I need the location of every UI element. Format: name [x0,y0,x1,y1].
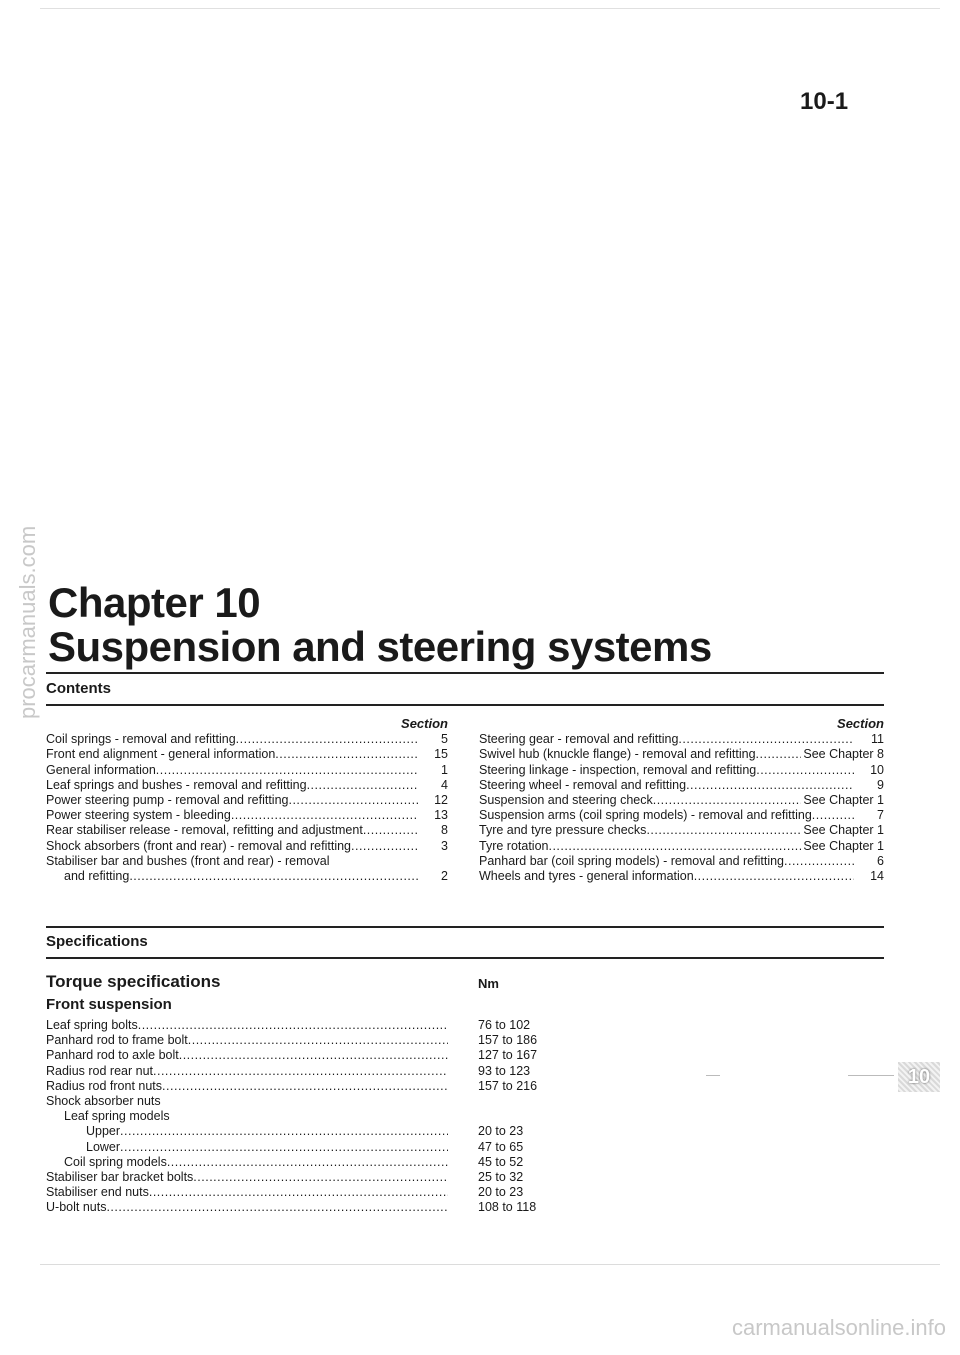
torque-unit: Nm [478,976,499,991]
toc-entry[interactable]: Power steering pump - removal and refitting ..... 12 [46,793,448,808]
spec-row: Lower ..... 47 to 65 [46,1140,606,1155]
toc-entry[interactable]: Tyre rotation ..... See Chapter 1 [479,839,884,854]
toc-entry[interactable]: Suspension arms (coil spring models) - removal and refitting ..... 7 [479,808,884,823]
toc-entry[interactable]: Coil springs - removal and refitting ..... 5 [46,732,448,747]
front-suspension-heading: Front suspension [46,996,172,1013]
spec-row: Stabiliser end nuts ..... 20 to 23 [46,1185,606,1200]
toc-entry[interactable]: Wheels and tyres - general information ..... 14 [479,869,884,884]
toc-entry[interactable]: Swivel hub (knuckle flange) - removal and refitting ..... See Chapter 8 [479,747,884,762]
toc-entry[interactable]: General information ..... 1 [46,763,448,778]
chapter-subtitle: Suspension and steering systems [48,623,712,670]
contents-heading: Contents [46,680,111,697]
toc-entry[interactable]: Shock absorbers (front and rear) - removal and refitting ..... 3 [46,839,448,854]
chapter-title: Chapter 10 [48,579,261,626]
torque-spec-list [46,1018,606,1216]
watermark-bottom: carmanualsonline.info [731,1315,946,1340]
specifications-top-rule [46,926,884,928]
spec-row: Panhard rod to axle bolt ..... 127 to 167 [46,1048,606,1063]
contents-rule [46,704,884,706]
spec-row: Leaf spring bolts ..... 76 to 102 [46,1018,606,1033]
toc-entry[interactable]: Front end alignment - general information ..... 15 [46,747,448,762]
section-column-header: Section [401,716,448,731]
toc-entry[interactable]: Rear stabiliser release - removal, refitting and adjustment ..... 8 [46,823,448,838]
title-rule [46,672,884,674]
toc-entry[interactable]: Panhard bar (coil spring models) - removal and refitting ..... 6 [479,854,884,869]
toc-entry[interactable]: Steering linkage - inspection, removal and refitting ..... 10 [479,763,884,778]
toc-entry[interactable]: Steering wheel - removal and refitting ..... 9 [479,778,884,793]
contents-left-column [46,716,448,884]
toc-entry[interactable]: Suspension and steering check ..... See Chapter 1 [479,793,884,808]
spec-row: Coil spring models ..... 45 to 52 [46,1155,606,1170]
toc-entry[interactable]: Stabiliser bar and bushes (front and rear) - removal [46,853,330,868]
watermark-left: procarmanuals.com [15,525,40,719]
chapter-tab-badge: 10 [898,1062,940,1092]
spec-row: Upper ..... 20 to 23 [46,1124,606,1139]
specifications-heading: Specifications [46,933,148,950]
toc-entry[interactable]: Power steering system - bleeding ..... 13 [46,808,448,823]
spec-row: Stabiliser bar bracket bolts ..... 25 to 32 [46,1170,606,1185]
spec-row: Leaf spring models [64,1109,170,1124]
contents-right-column [479,716,884,884]
toc-entry[interactable]: Tyre and tyre pressure checks ..... See Chapter 1 [479,823,884,838]
spec-row: U-bolt nuts ..... 108 to 118 [46,1200,606,1215]
specifications-rule [46,957,884,959]
page-number: 10-1 [800,88,849,115]
spec-row: Radius rod rear nut ..... 93 to 123 [46,1064,606,1079]
section-column-header: Section [837,716,884,731]
spec-row: Shock absorber nuts [46,1094,161,1109]
toc-entry[interactable]: Steering gear - removal and refitting ..... 11 [479,732,884,747]
spec-row: Panhard rod to frame bolt ..... 157 to 186 [46,1033,606,1048]
spec-row: Radius rod front nuts ..... 157 to 216 [46,1079,606,1094]
toc-entry[interactable]: and refitting ..... 2 [46,869,448,884]
toc-entry[interactable]: Leaf springs and bushes - removal and refitting ..... 4 [46,778,448,793]
torque-specifications-title: Torque specifications [46,972,221,991]
